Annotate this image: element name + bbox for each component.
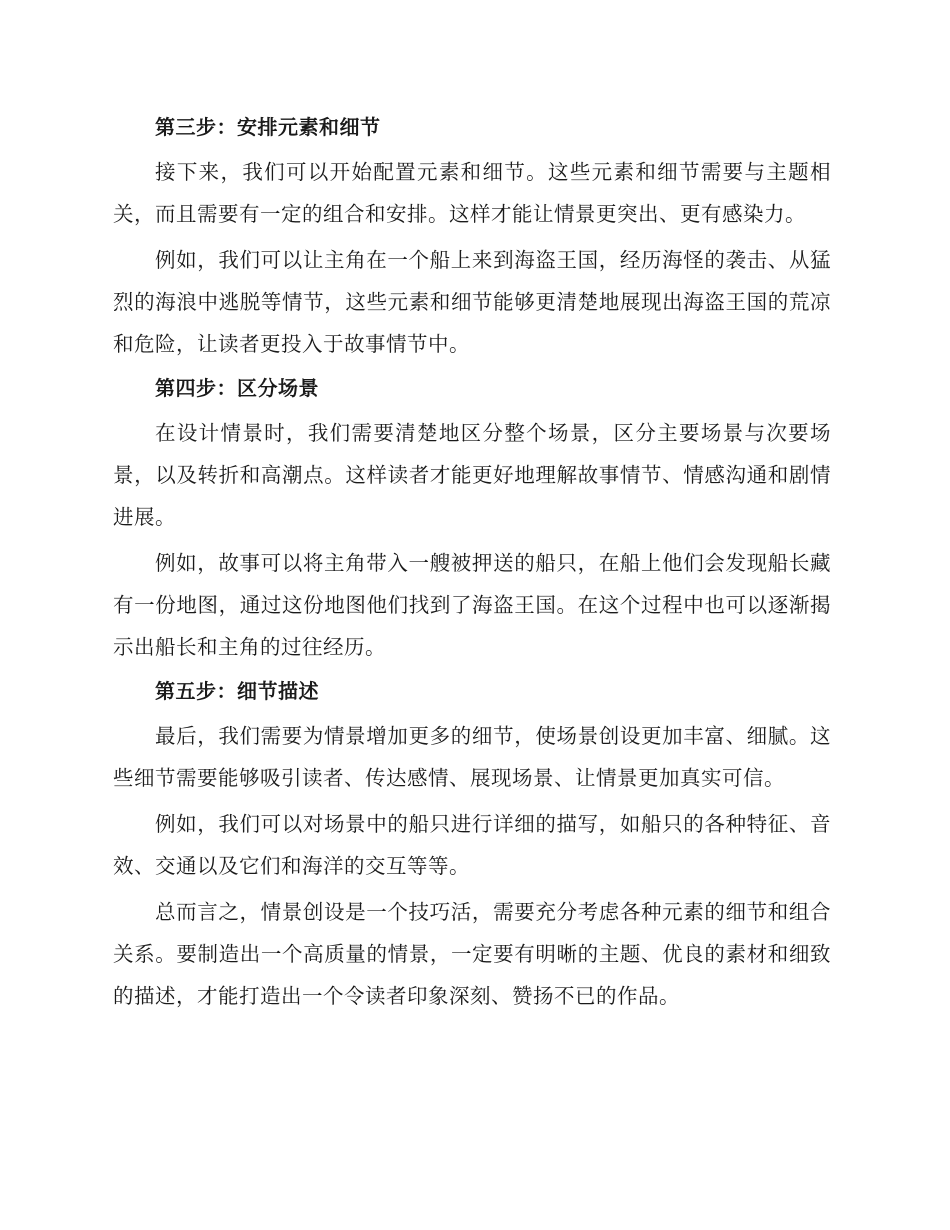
paragraph: 最后，我们需要为情景增加更多的细节，使场景创设更加丰富、细腻。这些细节需要能够吸引读者、传达感情、展现场景、让情景更加真实可信。 bbox=[113, 724, 831, 790]
paragraph: 总而言之，情景创设是一个技巧活，需要充分考虑各种元素的细节和组合关系。要制造出一个高质量的情景，一定要有明晰的主题、优良的素材和细致的描述，才能打造出一个令读者印象深刻、赞扬不已的作品。 bbox=[113, 900, 831, 1008]
paragraph: 在设计情景时，我们需要清楚地区分整个场景，区分主要场景与次要场景，以及转折和高潮点。这样读者才能更好地理解故事情节、情感沟通和剧情进展。 bbox=[113, 421, 831, 529]
paragraph: 例如，我们可以让主角在一个船上来到海盗王国，经历海怪的袭击、从猛烈的海浪中逃脱等情节，这些元素和细节能够更清楚地展现出海盗王国的荒凉和危险，让读者更投入于故事情节中。 bbox=[113, 248, 831, 356]
section-heading-step-5: 第五步：细节描述 bbox=[155, 679, 319, 703]
paragraph: 接下来，我们可以开始配置元素和细节。这些元素和细节需要与主题相关，而且需要有一定的组合和安排。这样才能让情景更突出、更有感染力。 bbox=[113, 160, 831, 226]
paragraph: 例如，故事可以将主角带入一艘被押送的船只，在船上他们会发现船长藏有一份地图，通过这份地图他们找到了海盗王国。在这个过程中也可以逐渐揭示出船长和主角的过往经历。 bbox=[113, 551, 831, 659]
document-page bbox=[113, 108, 831, 1021]
paragraph: 例如，我们可以对场景中的船只进行详细的描写，如船只的各种特征、音效、交通以及它们和海洋的交互等等。 bbox=[113, 812, 831, 878]
section-heading-step-4: 第四步：区分场景 bbox=[155, 376, 319, 400]
section-heading-step-3: 第三步：安排元素和细节 bbox=[155, 115, 381, 139]
